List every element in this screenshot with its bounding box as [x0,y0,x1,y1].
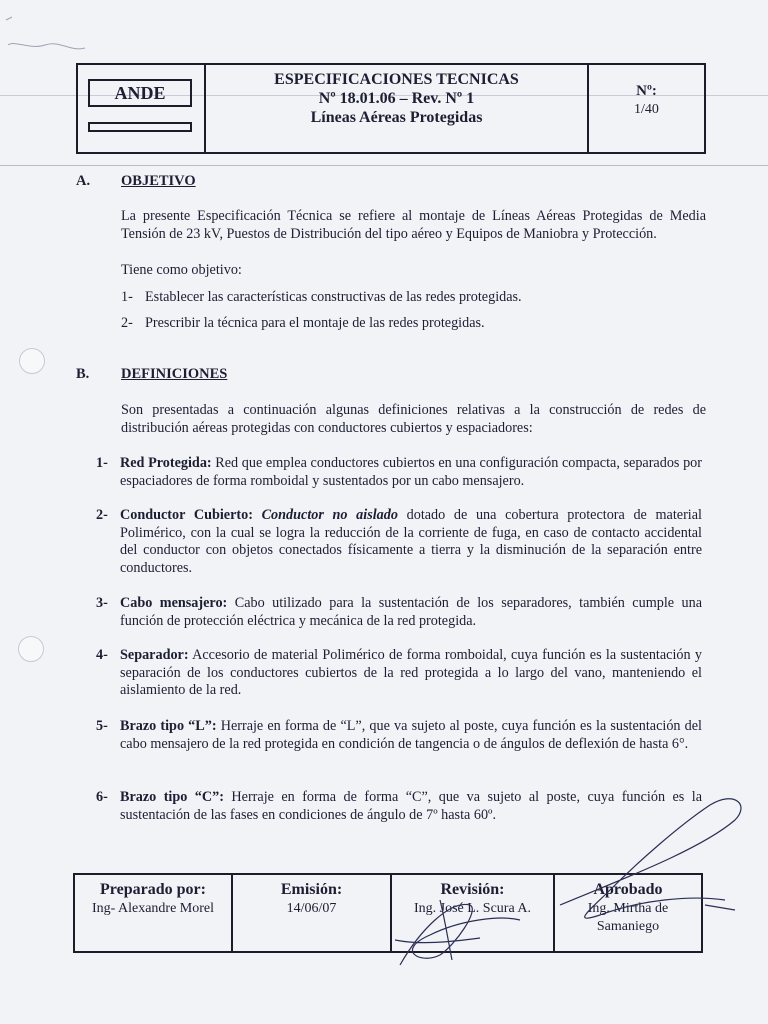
definition-term: Brazo tipo “C”: [120,789,224,805]
definition-body [120,455,702,490]
objective-item-num: 2- [121,315,133,331]
approved-cell [555,875,701,951]
definition-num: 1- [96,455,108,471]
objective-item-num: 1- [121,289,133,305]
doc-title: ESPECIFICACIONES TECNICAS [274,71,519,88]
definition-term: Red Protegida: [120,455,212,471]
page-number-value: 1/40 [634,102,659,117]
definition-body [120,718,702,753]
section-b-intro: Son presentadas a continuación algunas definiciones relativas a la construcción de redes de distribución aéreas protegidas con conductores cubiertos y espaciadores: [121,402,706,436]
punch-hole-2 [18,636,44,662]
definition-body [120,789,702,824]
definition-text: Red que emplea conductores cubiertos en una configuración compacta, separados por espaciadores de forma romboidal y sustentados por un cabo mensajero. [120,455,702,489]
definition-emphasis: Conductor no aislado [261,507,398,523]
issue-value: 14/06/07 [286,901,337,916]
definition-body [120,595,702,630]
issue-cell [233,875,392,951]
approval-table [73,873,703,953]
definition-term: Separador: [120,647,189,663]
definition-text: Cabo utilizado para la sustentación de los separadores, también cumple una función de protección eléctrica y mecánica de la red protegida. [120,595,702,629]
definition-text: Herraje en forma de “L”, que va sujeto al poste, cuya función es la sustentación del cabo mensajero de la red protegida en condición de tangencia o de ángulos de deflexión de hasta 6°. [120,718,702,752]
section-a-intro: La presente Especificación Técnica se refiere al montaje de Líneas Aéreas Protegidas de Media Tensión de 23 kV, Puestos de Distribución del tipo aéreo y Equipos de Maniobra y Protección. [121,208,706,242]
approved-label: Aprobado [593,881,663,898]
definition-num: 6- [96,789,108,805]
logo-cell [78,65,206,152]
company-logo: ANDE [88,79,192,107]
page-number-cell [589,65,704,152]
prepared-label: Preparado por: [100,881,206,898]
definition-term: Cabo mensajero: [120,595,228,611]
objective-item-text: Prescribir la técnica para el montaje de las redes protegidas. [145,315,485,331]
review-cell [392,875,555,951]
definition-term: Brazo tipo “L”: [120,718,217,734]
section-a-title: OBJETIVO [121,173,196,189]
objective-lead: Tiene como objetivo: [121,262,242,278]
section-b-title: DEFINICIONES [121,366,228,382]
doc-subject: Líneas Aéreas Protegidas [310,109,483,126]
review-value: Ing. José L. Scura A. [413,901,532,916]
definition-num: 3- [96,595,108,611]
title-cell [206,65,589,152]
issue-label: Emisión: [280,881,343,898]
approved-value-line2: Samaniego [596,919,660,934]
logo-bar [88,122,192,132]
review-label: Revisión: [440,881,505,898]
definition-text: Accesorio de material Polimérico de forma romboidal, cuya función es la sustentación y separación de los conductores cubiertos de la red protegida a lo largo del vano, manteniendo el aislamiento de la red. [120,647,702,698]
objective-item-text: Establecer las características constructivas de las redes protegidas. [145,289,522,305]
approved-value-line1: Ing. Mirtha de [587,901,669,916]
corner-mark [6,17,85,49]
punch-hole-1 [19,348,45,374]
definition-body [120,647,702,700]
page-number-label: Nº: [636,83,657,99]
definition-term: Conductor Cubierto: [120,507,253,523]
definition-body [120,507,702,577]
section-b-letter: B. [76,366,90,382]
definition-num: 4- [96,647,108,663]
prepared-value: Ing- Alexandre Morel [91,901,215,916]
section-a-letter: A. [76,173,91,189]
definition-text: Herraje en forma de forma “C”, que va sujeto al poste, cuya función es la sustentación de las fases en condiciones de ángulo de 7º hasta 60º. [120,789,702,823]
scan-line-header [0,165,768,166]
definition-text: dotado de una cobertura protectora de material Polimérico, con la cual se logra la reducción de la corriente de fuga, en caso de contacto accidental del conductor con objetos conectados físicamente a tierra y la disminución de la separación entre conductores. [120,507,702,576]
prepared-cell [75,875,233,951]
doc-revision: Nº 18.01.06 – Rev. Nº 1 [318,90,475,107]
definition-num: 2- [96,507,108,523]
header-table [76,63,706,154]
definition-num: 5- [96,718,108,734]
